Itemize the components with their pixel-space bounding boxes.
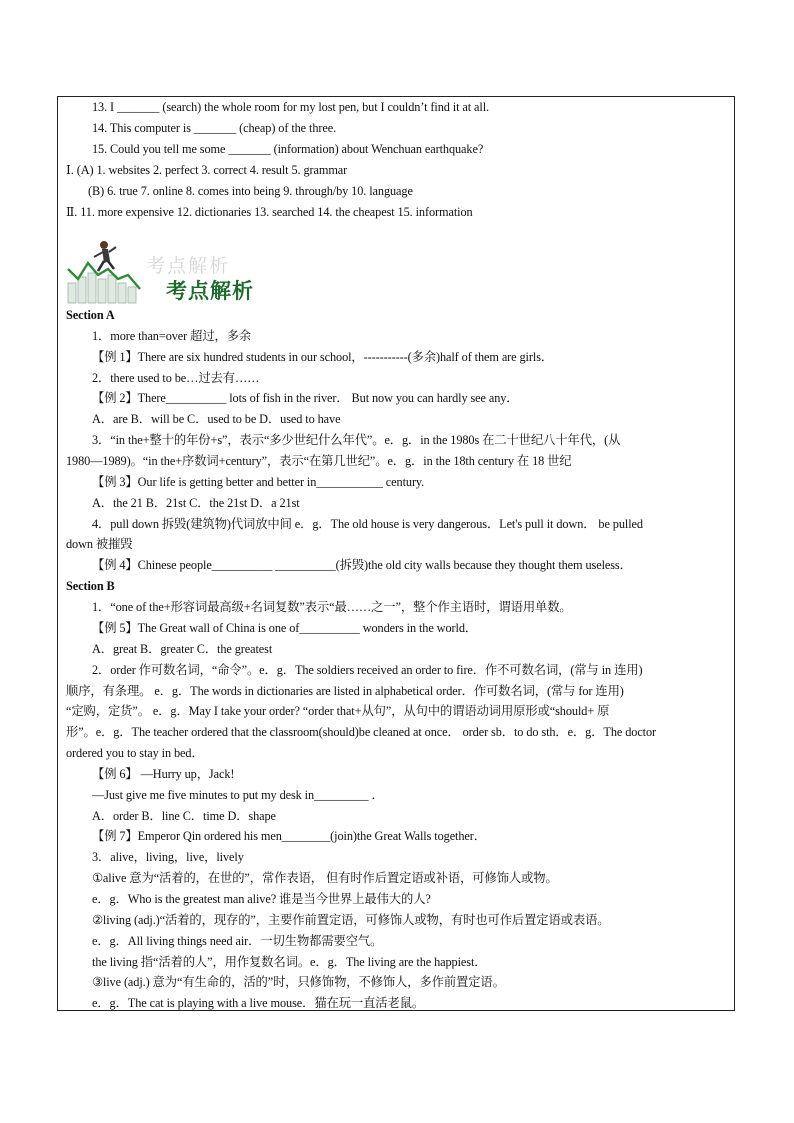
section-b-line: 形”。e．g．The teacher ordered that the classroom(should)be cleaned at once． order sb．to do sth．e．g．The doctor — [66, 725, 657, 739]
exercise-13: 13. I _______ (search) the whole room for my lost pen, but I couldn’t find it at all. — [92, 100, 489, 114]
section-b-line: A．order B．line C．time D．shape — [92, 809, 276, 823]
section-b-line: “定购，定货”。 e．g．May I take your order? “order that+从句”，从句中的谓语动词用原形或“should+ 原 — [66, 704, 610, 718]
section-a-line: 【例 4】Chinese people__________ __________(拆毁)the old city walls because they thought them useless． — [92, 558, 632, 572]
section-b-line: ordered you to stay in bed． — [66, 746, 204, 760]
section-a-line: 1980—1989)。“in the+序数词+century”，表示“在第几世纪”。e．g．in the 18th century 在 18 世纪 — [66, 454, 572, 468]
answer-line-3: Ⅱ. 11. more expensive 12. dictionaries 13. searched 14. the cheapest 15. information — [66, 205, 473, 219]
answer-line-2: (B) 6. true 7. online 8. comes into being 9. through/by 10. language — [88, 184, 413, 198]
section-a-line: 1．more than=over 超过，多余 — [92, 329, 252, 343]
section-a-line: down 被摧毁 — [66, 537, 133, 551]
section-a-line: A．are B．will be C．used to be D．used to have — [92, 412, 341, 426]
section-b-line: 【例 7】Emperor Qin ordered his men________(join)the Great Walls together． — [92, 829, 486, 843]
section-b-heading: Section B — [66, 579, 115, 593]
section-b-line: ②living (adj.)“活着的，现存的”，主要作前置定语，可修饰人或物，有时也可作后置定语或表语。 — [92, 913, 610, 927]
section-b-line: A．great B．greater C．the greatest — [92, 642, 273, 656]
section-a-line: 4．pull down 拆毁(建筑物)代词放中间 e．g．The old house is very dangerous．Let's pull it down． be pulled — [92, 517, 643, 531]
section-a-line: 2．there used to be…过去有…… — [92, 371, 260, 385]
section-b-line: the living 指“活着的人”，用作复数名词。e．g．The living are the happiest． — [92, 955, 487, 969]
exercise-15: 15. Could you tell me some _______ (information) about Wenchuan earthquake? — [92, 142, 484, 156]
section-a-heading: Section A — [66, 308, 115, 322]
section-b-line: e．g．Who is the greatest man alive? 谁是当今世界上最伟大的人? — [92, 892, 431, 906]
section-b-line: 1．“one of the+形容词最高级+名词复数”表示“最……之一”，整个作主语时，谓语用单数。 — [92, 600, 572, 614]
section-b-line: 2．order 作可数名词，“命令”。e．g．The soldiers received an order to fire．作不可数名词，(常与 in 连用) — [92, 663, 643, 677]
section-b-line: ③live (adj.) 意为“有生命的，活的”时，只修饰物，不修饰人，多作前置定语。 — [92, 975, 505, 989]
banner-title: 考点解析 — [166, 279, 254, 303]
content-frame — [57, 96, 735, 1011]
section-banner — [66, 239, 266, 305]
answer-line-1: Ⅰ. (A) 1. websites 2. perfect 3. correct 4. result 5. grammar — [66, 163, 348, 177]
section-a-line: 3．“in the+整十的年份+s”，表示“多少世纪什么年代”。e．g．in the 1980s 在二十世纪八十年代，(从 — [92, 433, 621, 447]
section-b-line: e．g．All living things need air．一切生物都需要空气。 — [92, 934, 383, 948]
section-b-line: 顺序，有条理。 e．g．The words in dictionaries are listed in alphabetical order．作可数名词，(常与 for 连用) — [66, 684, 624, 698]
section-b-line: 3．alive，living，live，lively — [92, 850, 244, 864]
exercise-14: 14. This computer is _______ (cheap) of the three. — [92, 121, 337, 135]
section-b-line: ①alive 意为“活着的，在世的”，常作表语， 但有时作后置定语或补语，可修饰人或物。 — [92, 871, 558, 885]
section-b-line: 【例 6】 —Hurry up，Jack! — [92, 767, 235, 781]
section-b-line: 【例 5】The Great wall of China is one of__________ wonders in the world． — [92, 621, 478, 635]
banner-ghost-text: 考点解析 — [146, 255, 231, 277]
section-b-line: —Just give me five minutes to put my desk in_________ ． — [92, 788, 384, 802]
stair-climber-icon — [66, 239, 156, 305]
section-a-line: 【例 3】Our life is getting better and better in___________ century. — [92, 475, 425, 489]
section-a-line: 【例 1】There are six hundred students in our school，-----------(多余)half of them are girls． — [92, 350, 554, 364]
section-a-line: A．the 21 B．21st C．the 21st D．a 21st — [92, 496, 300, 510]
section-a-line: 【例 2】There__________ lots of fish in the river． But now you can hardly see any． — [92, 391, 519, 405]
section-b-line: e．g．The cat is playing with a live mouse．猫在玩一直活老鼠。 — [92, 996, 425, 1010]
